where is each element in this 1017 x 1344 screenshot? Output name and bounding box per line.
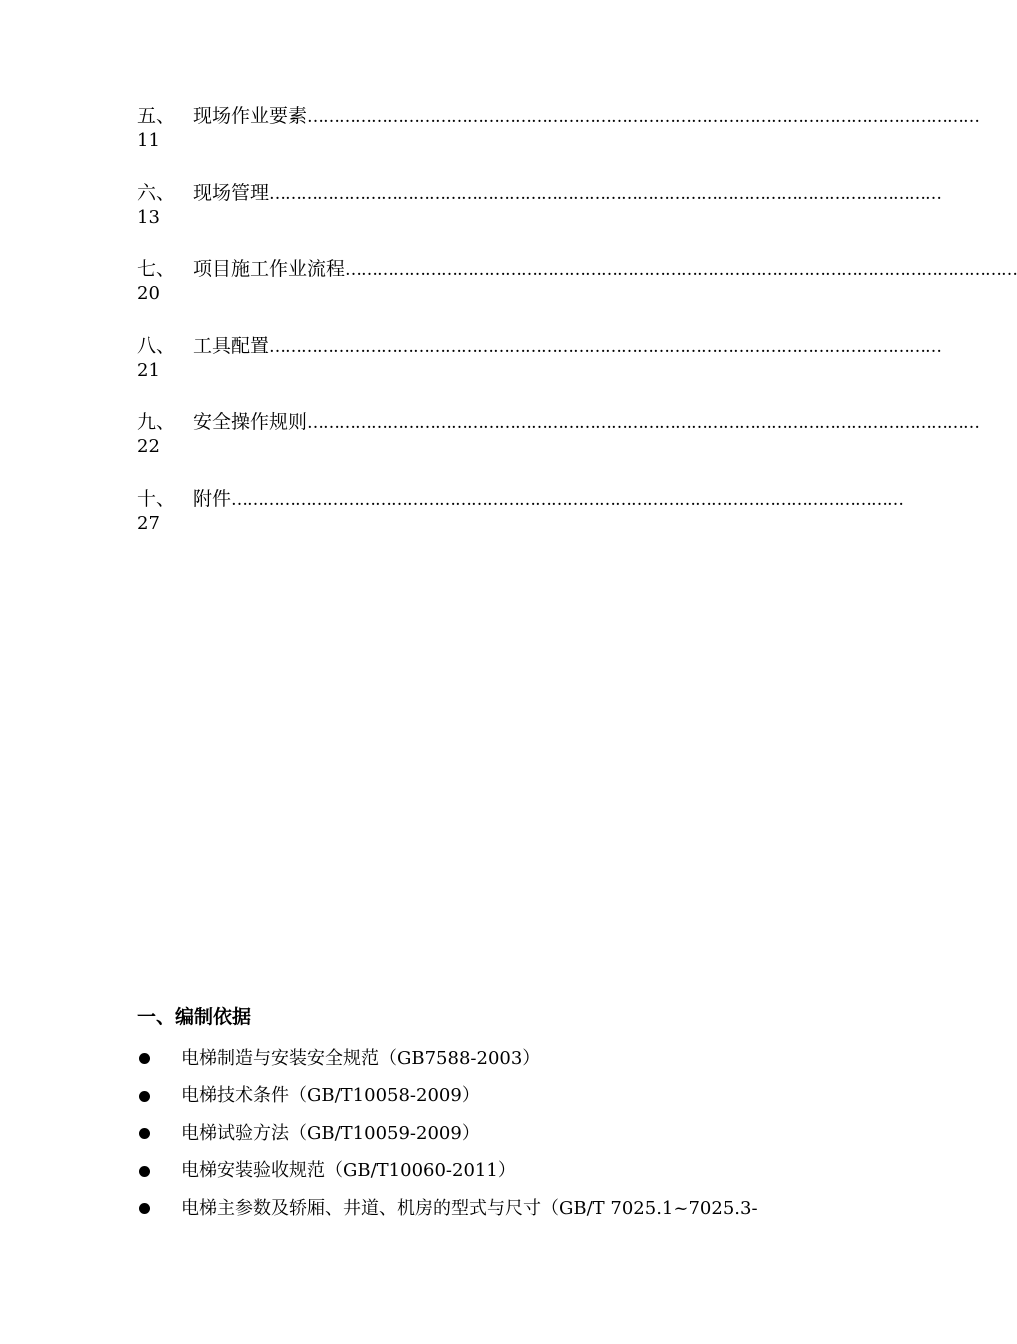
- toc-number: 六、: [137, 181, 176, 204]
- table-of-contents: [137, 102, 1017, 561]
- reference-text: 电梯试验方法（GB/T10059-2009）: [181, 1122, 480, 1144]
- toc-leader-dots: ………………………………………………………………………………………………………………: [345, 260, 1017, 280]
- list-item: [137, 1038, 837, 1076]
- toc-entry[interactable]: [137, 485, 904, 562]
- toc-entry[interactable]: [137, 408, 980, 485]
- bullet-icon: [137, 1113, 181, 1150]
- bullet-icon: [137, 1038, 181, 1075]
- toc-leader-dots: ………………………………………………………………………………………………………………: [231, 489, 904, 510]
- toc-line: [137, 408, 980, 436]
- toc-title: 工具配置: [193, 334, 270, 357]
- toc-page-number: 20: [137, 283, 160, 304]
- toc-title: 安全操作规则: [193, 411, 308, 433]
- toc-line: [137, 102, 980, 130]
- toc-entry[interactable]: [137, 332, 942, 409]
- basis-section: [137, 1002, 837, 1226]
- toc-line: [137, 179, 942, 207]
- reference-list: [137, 1038, 837, 1226]
- toc-number: 九、: [137, 411, 176, 433]
- toc-leader-dots: ………………………………………………………………………………………………………………: [307, 107, 980, 127]
- toc-page-number: 22: [137, 436, 160, 457]
- toc-title: 附件: [193, 487, 232, 510]
- toc-line: [137, 332, 942, 360]
- reference-text: 电梯制造与安装安全规范（GB7588-2003）: [181, 1047, 541, 1069]
- toc-entry[interactable]: [137, 179, 942, 256]
- toc-title: 现场管理: [193, 181, 270, 204]
- toc-page-number: 11: [137, 130, 160, 151]
- bullet-icon: [137, 1076, 181, 1113]
- toc-entry[interactable]: [137, 255, 1017, 332]
- toc-entry[interactable]: [137, 102, 980, 179]
- toc-title: 现场作业要素: [193, 105, 308, 127]
- toc-leader-dots: ………………………………………………………………………………………………………………: [269, 183, 942, 204]
- reference-text: 电梯技术条件（GB/T10058-2009）: [181, 1085, 480, 1107]
- toc-number: 十、: [137, 487, 176, 510]
- toc-number: 五、: [137, 105, 176, 127]
- toc-leader-dots: ………………………………………………………………………………………………………………: [269, 336, 942, 357]
- list-item: [137, 1188, 837, 1226]
- toc-page-number: 21: [137, 359, 160, 381]
- section-heading: 一、编制依据: [137, 1006, 252, 1028]
- reference-text: 电梯主参数及轿厢、井道、机房的型式与尺寸（GB/T 7025.1~7025.3-: [181, 1197, 758, 1219]
- toc-line: [137, 255, 1017, 283]
- list-item: [137, 1151, 837, 1189]
- toc-page-number: 27: [137, 512, 160, 534]
- bullet-icon: [137, 1188, 181, 1225]
- list-item: [137, 1113, 837, 1151]
- toc-title: 项目施工作业流程: [193, 258, 346, 280]
- toc-line: [137, 485, 904, 513]
- toc-number: 七、: [137, 258, 176, 280]
- toc-number: 八、: [137, 334, 176, 357]
- toc-page-number: 13: [137, 206, 160, 228]
- reference-text: 电梯安装验收规范（GB/T10060-2011）: [181, 1160, 516, 1182]
- toc-leader-dots: ………………………………………………………………………………………………………………: [307, 413, 980, 433]
- list-item: [137, 1076, 837, 1114]
- bullet-icon: [137, 1151, 181, 1188]
